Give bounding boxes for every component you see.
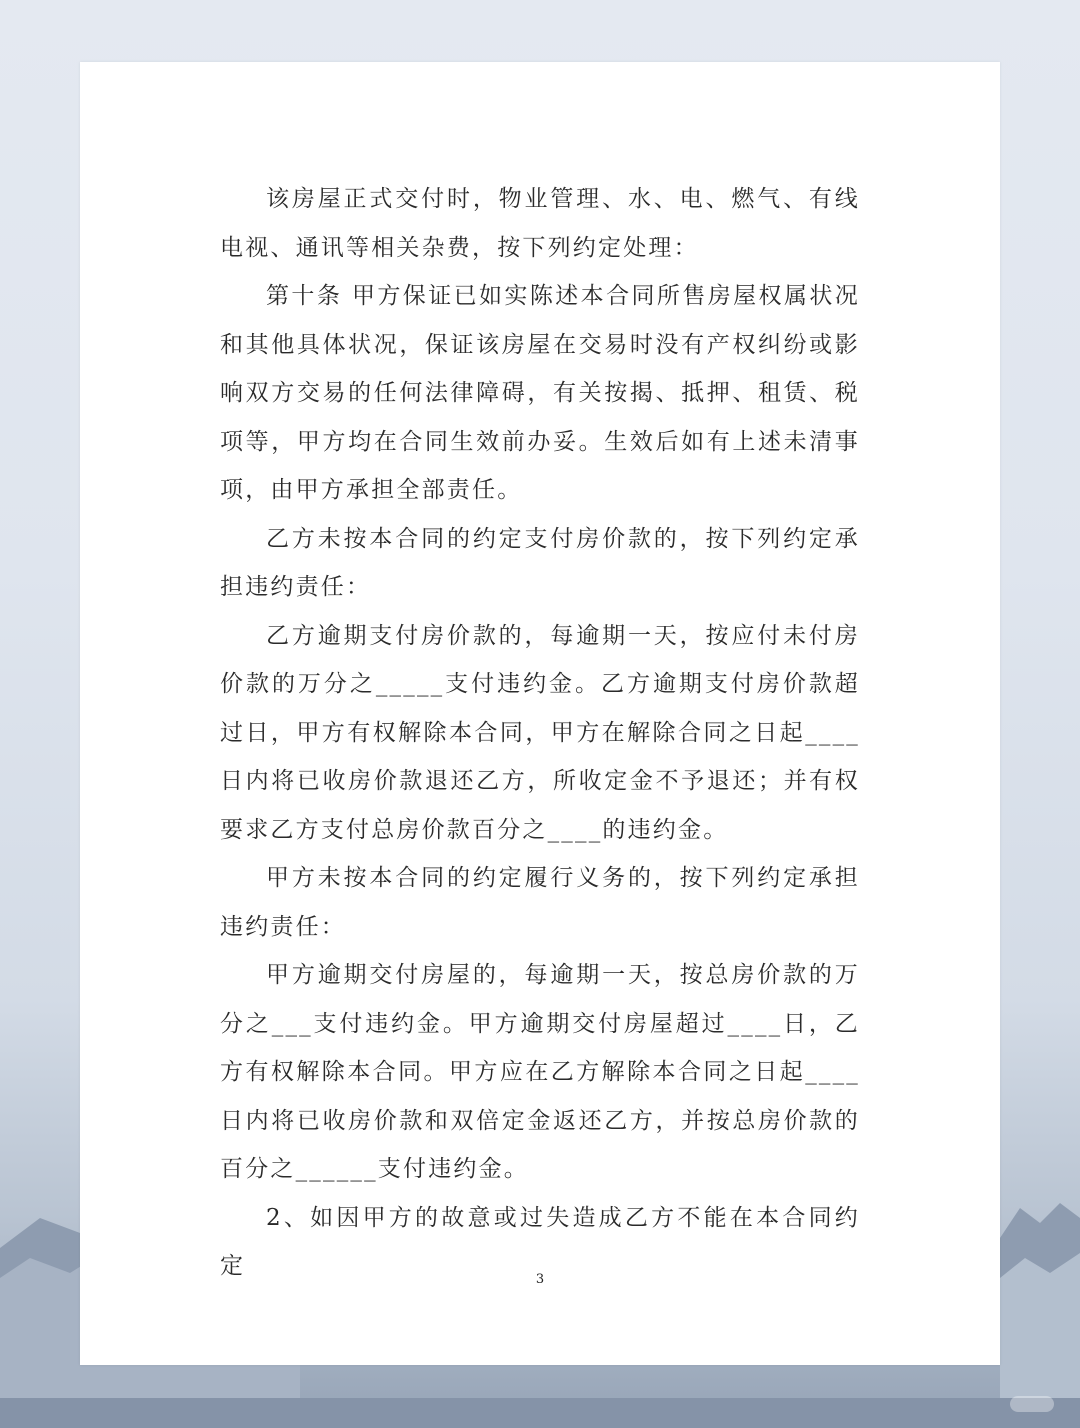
- paragraph-article-10: 第十条 甲方保证已如实陈述本合同所售房屋权属状况和其他具体状况，保证该房屋在交易时没有产权纠纷或影响双方交易的任何法律障碍，有关按揭、抵押、租赁、税项等，甲方均在合同生效前办妥。生效后如有上述未清事项，由甲方承担全部责任。: [220, 283, 860, 503]
- paragraph-buyer-late-payment: 乙方逾期支付房价款的，每逾期一天，按应付未付房价款的万分之_____支付违约金。乙方逾期支付房价款超过日，甲方有权解除本合同，甲方在解除合同之日起____日内将已收房价款退还乙方，所收定金不予退还；并有权要求乙方支付总房价款百分之____的违约金。: [220, 622, 860, 843]
- paragraph-buyer-breach-intro: 乙方未按本合同的约定支付房价款的，按下列约定承担违约责任：: [220, 525, 860, 600]
- document-body: [220, 175, 860, 1291]
- paragraph-utilities: 该房屋正式交付时，物业管理、水、电、燃气、有线电视、通讯等相关杂费，按下列约定处理：: [220, 186, 860, 261]
- paragraph-seller-late-delivery: 甲方逾期交付房屋的，每逾期一天，按总房价款的万分之___支付违约金。甲方逾期交付房屋超过____日，乙方有权解除本合同。甲方应在乙方解除本合同之日起____日内将已收房价款和双倍定金返还乙方，并按总房价款的百分之______支付违约金。: [220, 962, 860, 1182]
- page-number: 3: [535, 1272, 545, 1287]
- watermark-badge: [1010, 1396, 1054, 1412]
- paragraph-seller-breach-intro: 甲方未按本合同的约定履行义务的，按下列约定承担违约责任：: [220, 865, 860, 940]
- document-page: [80, 62, 1000, 1365]
- paragraph-clause-2: 2、如因甲方的故意或过失造成乙方不能在本合同约定: [220, 1204, 860, 1279]
